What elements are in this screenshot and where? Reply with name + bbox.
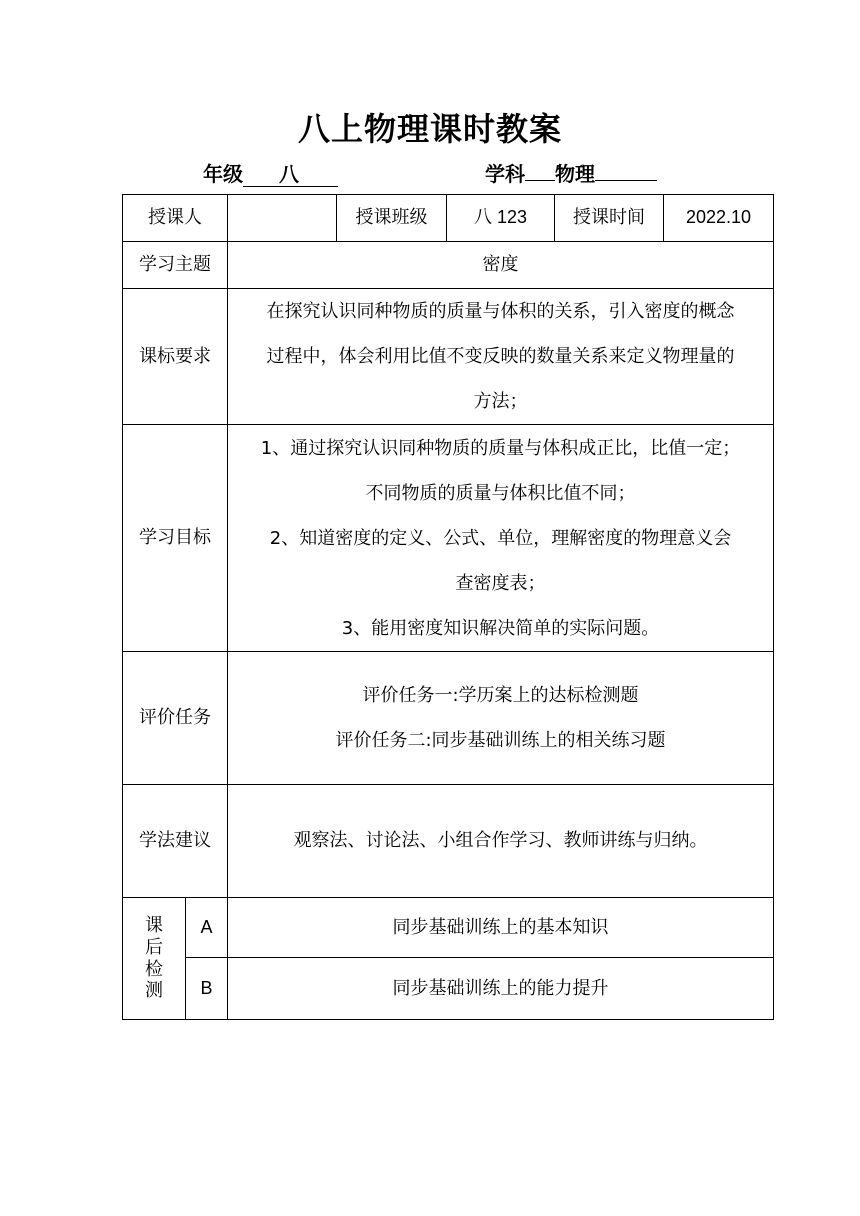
lesson-plan-table <box>122 194 774 1020</box>
teacher-label: 授课人 <box>123 195 228 242</box>
after-class-char: 测 <box>145 980 163 1002</box>
item-letter-a: A <box>186 898 228 958</box>
class-value: 八 123 <box>447 195 555 242</box>
page-title: 八上物理课时教案 <box>297 110 562 148</box>
objective-line: 3、能用密度知识解决简单的实际问题。 <box>341 617 660 639</box>
evaluation-line: 评价任务二:同步基础训练上的相关练习题 <box>335 730 666 751</box>
subject-blank-tail <box>595 180 657 181</box>
subject-line <box>485 158 657 187</box>
item-letter-b: B <box>186 958 228 1020</box>
item-text-a: 同步基础训练上的基本知识 <box>228 898 774 958</box>
standard-content <box>228 289 774 425</box>
grade-value: 八 <box>243 162 338 187</box>
objective-line: 2、知道密度的定义、公式、单位，理解密度的物理意义会 <box>269 527 732 549</box>
evaluation-row <box>123 652 774 785</box>
grade-line <box>203 158 338 187</box>
topic-value: 密度 <box>228 242 774 289</box>
after-class-char: 后 <box>145 936 163 958</box>
standard-row <box>123 289 774 425</box>
method-label: 学法建议 <box>123 785 228 898</box>
after-class-label <box>123 898 186 1020</box>
standard-line: 方法； <box>473 391 528 412</box>
after-class-row-b <box>123 958 774 1020</box>
time-label: 授课时间 <box>555 195 664 242</box>
class-label: 授课班级 <box>337 195 447 242</box>
objectives-label: 学习目标 <box>123 425 228 652</box>
method-row <box>123 785 774 898</box>
teacher-value <box>228 195 337 242</box>
standard-line: 在探究认识同种物质的质量与体积的关系，引入密度的概念 <box>266 301 735 322</box>
after-class-char: 检 <box>145 958 163 980</box>
info-row <box>123 195 774 242</box>
objective-line: 查密度表； <box>455 572 546 594</box>
subject-blank-pre <box>525 180 555 181</box>
after-class-char: 课 <box>145 915 163 937</box>
method-value: 观察法、讨论法、小组合作学习、教师讲练与归纳。 <box>228 785 774 898</box>
item-text-b: 同步基础训练上的能力提升 <box>228 958 774 1020</box>
topic-row <box>123 242 774 289</box>
objectives-row <box>123 425 774 652</box>
standard-label: 课标要求 <box>123 289 228 425</box>
subject-value: 物理 <box>555 162 595 186</box>
after-class-row-a <box>123 898 774 958</box>
objectives-content <box>228 425 774 652</box>
objective-line: 不同物质的质量与体积比值不同； <box>365 482 636 504</box>
evaluation-content <box>228 652 774 785</box>
time-value: 2022.10 <box>664 195 774 242</box>
grade-label: 年级 <box>203 162 243 186</box>
evaluation-line: 评价任务一:学历案上的达标检测题 <box>362 685 639 706</box>
evaluation-label: 评价任务 <box>123 652 228 785</box>
standard-line: 过程中，体会利用比值不变反映的数量关系来定义物理量的 <box>266 346 735 367</box>
subject-label: 学科 <box>485 162 525 186</box>
objective-line: 1、通过探究认识同种物质的质量与体积成正比，比值一定； <box>260 437 741 459</box>
topic-label: 学习主题 <box>123 242 228 289</box>
